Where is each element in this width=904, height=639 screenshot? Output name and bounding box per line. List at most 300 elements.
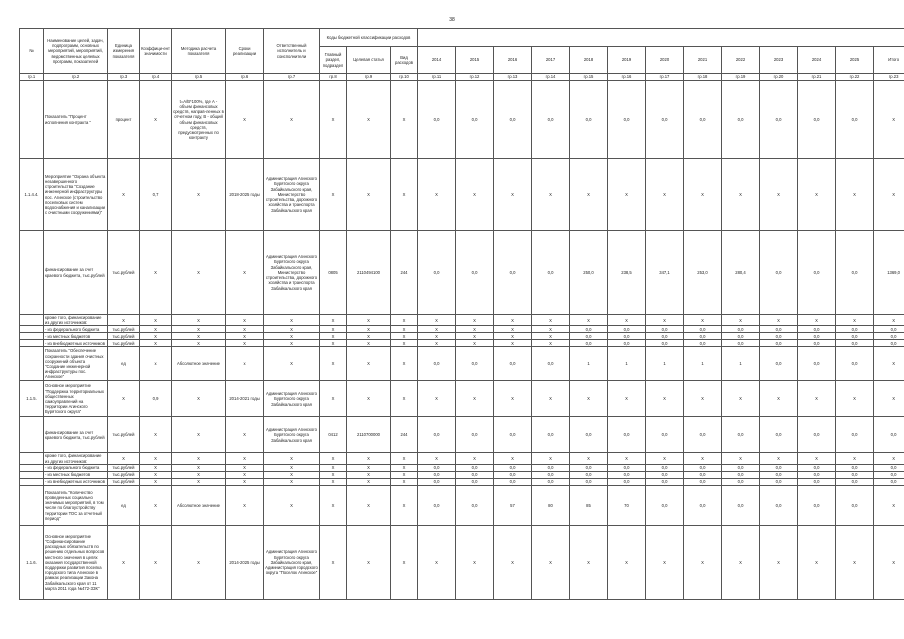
table-cell: Х [347,347,391,381]
table-cell: Х [108,159,140,231]
column-number-cell: гр.9 [347,74,391,81]
column-number-cell: гр.3 [108,74,140,81]
table-cell: Х [391,333,418,340]
table-cell: Х [532,381,570,417]
table-cell: тыс.рублей [108,478,140,485]
table-cell: 0,0 [874,326,904,333]
row-name-cell: кроме того, финансирование из других источников: [44,453,108,464]
table-cell: Х [722,315,760,326]
table-cell: тыс.рублей [108,417,140,453]
table-row [20,525,904,599]
table-cell: ед [108,485,140,525]
table-cell: х [226,347,264,381]
table-cell: Х [347,381,391,417]
table-row [20,453,904,464]
header-year-2023: 2023 [760,47,798,74]
row-number-cell [20,333,44,340]
table-cell: Х [264,315,320,326]
table-cell: 244 [391,417,418,453]
table-cell: 0,0 [646,340,684,347]
table-row [20,340,904,347]
table-cell: Х [391,347,418,381]
row-name-cell: финансирование за счет краевого бюджета, тыс.рублей [44,417,108,453]
table-cell: 2014-2021 годы [226,381,264,417]
row-number-cell: 1.1.4.4. [20,159,44,231]
table-cell: Х [140,478,172,485]
row-number-cell [20,81,44,159]
table-cell: 0,0 [532,471,570,478]
table-cell: Х [836,525,874,599]
column-number-cell: гр.13 [494,74,532,81]
table-cell: 0,0 [608,417,646,453]
table-cell: 0,0 [646,81,684,159]
row-number-cell [20,485,44,525]
table-cell: Х [494,525,532,599]
table-cell: Х [264,326,320,333]
table-cell: 0,0 [418,471,456,478]
row-name-cell: - из местных бюджетов [44,333,108,340]
table-cell: 0,0 [760,464,798,471]
table-cell: 0,0 [874,340,904,347]
table-cell: Х [320,159,347,231]
table-cell: 238,5 [608,231,646,315]
table-cell: 0,0 [836,340,874,347]
table-cell: Х [172,453,226,464]
table-cell: 0,0 [798,485,836,525]
table-cell: Х [140,464,172,471]
column-numbers-row [20,74,904,81]
header-year-2025: 2025 [836,47,874,74]
table-cell: Х [874,381,904,417]
table-cell: 0,0 [608,81,646,159]
table-cell: 0,0 [760,333,798,340]
table-cell: Абсолютное значение [172,485,226,525]
row-name-cell: финансирование за счет краевого бюджета, тыс.рублей [44,231,108,315]
table-cell: ед [108,347,140,381]
table-cell: 250,0 [570,231,608,315]
table-cell: 0,0 [798,417,836,453]
table-cell: 0,0 [836,485,874,525]
column-number-cell: гр.23 [874,74,904,81]
row-name-cell: Показатель "Процент исполнения контракта " [44,81,108,159]
table-cell: 0,0 [760,347,798,381]
table-cell: Х [347,340,391,347]
table-cell: 0,0 [798,340,836,347]
header-year-2018: 2018 [570,47,608,74]
column-number-cell: гр.12 [456,74,494,81]
table-cell: 0,0 [418,347,456,381]
table-cell: 0,0 [494,464,532,471]
table-cell: 0,0 [684,464,722,471]
table-cell: Х [108,315,140,326]
table-cell: х [140,347,172,381]
table-cell: Х [108,453,140,464]
table-cell: 0,0 [760,485,798,525]
table-cell: 0,0 [760,326,798,333]
table-cell: 0,0 [646,326,684,333]
table-cell: 0,0 [836,326,874,333]
table-cell: Администрация Агинского Бурятского округа Забайкальского края [264,381,320,417]
table-cell: Х [391,464,418,471]
table-cell: Х [456,333,494,340]
table-cell: 0,0 [418,417,456,453]
table-cell: Х [608,525,646,599]
table-cell: Х [264,478,320,485]
table-cell: 2110494100 [347,231,391,315]
table-cell: 0,0 [722,333,760,340]
column-number-cell: гр.16 [608,74,646,81]
table-cell: 0,0 [494,471,532,478]
table-cell: 0,0 [760,231,798,315]
table-cell: 0,0 [570,464,608,471]
table-cell: Х [140,326,172,333]
table-cell: 0,0 [722,471,760,478]
table-cell: Х [226,464,264,471]
table-cell: Х [226,485,264,525]
column-number-cell: гр.21 [798,74,836,81]
column-number-cell: гр.1 [20,74,44,81]
table-cell: Х [391,340,418,347]
table-cell: 0,0 [646,471,684,478]
table-cell: Х [172,326,226,333]
table-cell: Х [456,525,494,599]
table-cell: 0,0 [456,417,494,453]
table-cell: Х [874,485,904,525]
table-cell: 0,0 [418,478,456,485]
table-cell: 85 [570,485,608,525]
table-cell: Х [456,315,494,326]
row-name-cell: Показатель "Количество проведенных социально значимых мероприятий, в том числе по благоустройству территории ТОС за отчетный период" [44,485,108,525]
table-cell: Х [226,315,264,326]
table-cell: Х [391,381,418,417]
column-number-cell: гр.15 [570,74,608,81]
table-cell: Х [684,381,722,417]
table-cell: t=A/B*100%, где А - объем финансовых средств, направ-ленных в отчетном году, В - общий объем финансовых средств, предусмотренных по контракту [172,81,226,159]
header-budget-codes: Коды бюджетной классификации расходов [320,29,418,47]
table-cell: Х [456,159,494,231]
table-cell: Х [836,453,874,464]
table-cell: Х [391,525,418,599]
table-cell: тыс.рублей [108,471,140,478]
column-number-cell: гр.19 [722,74,760,81]
table-cell: Х [226,417,264,453]
table-cell: Х [608,159,646,231]
table-cell: 0,0 [532,347,570,381]
table-cell: Х [140,315,172,326]
table-cell: Х [722,453,760,464]
table-cell: 0,0 [874,417,904,453]
table-cell: Х [798,381,836,417]
table-cell: 0,0 [684,417,722,453]
table-cell: Х [494,381,532,417]
table-row [20,381,904,417]
table-cell: 0,0 [494,231,532,315]
table-cell: 0,0 [760,478,798,485]
table-cell: Х [646,315,684,326]
table-cell: Х [226,231,264,315]
table-cell: 0,0 [418,485,456,525]
table-cell: 0,0 [836,478,874,485]
table-cell: Х [172,525,226,599]
table-cell: Х [722,525,760,599]
table-cell: Х [347,315,391,326]
table-cell: 0,0 [494,81,532,159]
table-cell: Х [874,525,904,599]
table-cell: 0,0 [456,471,494,478]
table-cell: Х [391,453,418,464]
row-number-cell [20,478,44,485]
table-cell: 0,0 [798,326,836,333]
table-cell: Х [226,333,264,340]
header-year-2021: 2021 [684,47,722,74]
table-cell: Х [456,381,494,417]
table-cell: Х [108,381,140,417]
column-number-cell: гр.4 [140,74,172,81]
table-cell: 0,0 [722,417,760,453]
table-cell: Х [320,464,347,471]
table-cell: Х [760,381,798,417]
table-cell: Х [264,464,320,471]
header-year-2014: 2014 [418,47,456,74]
table-cell: Х [347,485,391,525]
table-cell: Х [226,471,264,478]
row-number-cell [20,471,44,478]
table-cell: Х [494,340,532,347]
table-cell: Х [391,485,418,525]
table-row [20,326,904,333]
header-name: Наименование целей, задач, подпрограмм, основных мероприятий, мероприятий, ведомственных целевых программ, показателей [44,29,108,74]
table-cell: 2018-2025 годы [226,159,264,231]
table-cell: 0,0 [608,464,646,471]
header-year-2019: 2019 [608,47,646,74]
table-cell: Х [874,81,904,159]
table-cell: 0,0 [608,333,646,340]
table-cell: 0,0 [874,333,904,340]
table-cell: Х [646,525,684,599]
table-cell: Х [798,525,836,599]
table-cell: Х [684,159,722,231]
table-row [20,347,904,381]
table-cell: 0,0 [722,81,760,159]
table-cell: 0,0 [646,478,684,485]
table-cell: Х [320,453,347,464]
table-cell: тыс.рублей [108,340,140,347]
table-cell: Х [608,381,646,417]
table-cell: Х [836,381,874,417]
table-cell: Х [347,326,391,333]
table-cell: 1 [722,347,760,381]
header-coefficient: Коэффици-ент значимости [140,29,172,74]
table-cell: Х [264,471,320,478]
table-cell: 0,9 [140,381,172,417]
table-row [20,231,904,315]
table-cell: 0,0 [456,464,494,471]
table-cell: Х [798,315,836,326]
table-cell: 0,0 [646,464,684,471]
table-cell: Х [140,471,172,478]
table-cell: Х [140,333,172,340]
table-cell: Х [140,231,172,315]
table-cell: Х [320,326,347,333]
table-cell: 1 [608,347,646,381]
table-cell: Х [570,315,608,326]
table-cell: 0,0 [456,478,494,485]
table-cell: Х [760,315,798,326]
table-cell: 0,0 [684,485,722,525]
table-row [20,464,904,471]
table-cell: 0,0 [836,417,874,453]
row-number-cell: 1.1.6. [20,525,44,599]
table-cell: Х [172,471,226,478]
table-cell: Х [347,478,391,485]
row-name-cell: - из внебюджетных источников [44,340,108,347]
header-term: Сроки реализации [226,29,264,74]
table-cell: Абсолютное значение [172,347,226,381]
table-cell: 0,0 [760,81,798,159]
header-year-2016: 2016 [494,47,532,74]
table-cell: Х [570,381,608,417]
table-cell: Х [140,485,172,525]
row-name-cell: - из федерального бюджета [44,464,108,471]
table-cell: Х [532,159,570,231]
header-method: Методика расчета показателя [172,29,226,74]
table-cell: 0,0 [798,231,836,315]
table-cell: 0,0 [798,464,836,471]
table-cell: 0,0 [722,478,760,485]
column-number-cell: гр.8 [320,74,347,81]
table-row [20,417,904,453]
table-cell: 0,0 [646,333,684,340]
table-cell: Х [532,333,570,340]
table-cell: 0,0 [684,471,722,478]
table-cell: Х [684,315,722,326]
table-cell: тыс.рублей [108,231,140,315]
table-cell: Х [798,159,836,231]
table-cell: 0,0 [722,485,760,525]
table-cell: 0,0 [494,347,532,381]
table-cell: 0,0 [798,478,836,485]
table-cell: 0,0 [494,478,532,485]
table-cell: Х [264,81,320,159]
table-cell: Х [836,159,874,231]
row-name-cell: Показатель "Обеспечение сохранности здания очистных сооружений объекта "Создание инженерной инфраструктуры пос. Агинское" [44,347,108,381]
table-cell: 0,0 [684,326,722,333]
table-cell: 0,0 [456,231,494,315]
table-cell: Х [798,453,836,464]
table-cell: Х [391,478,418,485]
table-cell: Администрация Агинского Бурятского округа Забайкальского края [264,417,320,453]
table-cell: 0,0 [836,464,874,471]
table-cell: Х [570,525,608,599]
table-cell: 0,0 [646,485,684,525]
table-cell: Х [646,453,684,464]
table-cell: Х [226,340,264,347]
table-cell: 0,0 [418,81,456,159]
table-cell: Х [391,471,418,478]
table-cell: Х [172,333,226,340]
table-cell: Х [226,478,264,485]
table-cell: 0,0 [456,81,494,159]
table-cell: 0,0 [760,471,798,478]
table-cell: 0,0 [836,471,874,478]
header-total: Итого [874,47,904,74]
table-cell: Х [391,315,418,326]
table-cell: 0,0 [684,81,722,159]
header-no: № [20,29,44,74]
table-cell: 57 [494,485,532,525]
table-cell: 2110700000 [347,417,391,453]
table-cell: Х [722,159,760,231]
table-cell: Х [108,525,140,599]
table-cell: 0,0 [684,478,722,485]
table-cell: Х [320,347,347,381]
table-cell: Х [347,525,391,599]
table-cell: Х [608,315,646,326]
table-cell: 0,0 [608,471,646,478]
table-cell: 0,0 [570,417,608,453]
row-number-cell: 1.1.5. [20,381,44,417]
table-cell: 0,0 [874,478,904,485]
row-number-cell [20,231,44,315]
table-cell: Х [418,326,456,333]
row-number-cell [20,453,44,464]
table-cell: Х [264,347,320,381]
table-cell: 280,4 [722,231,760,315]
row-number-cell [20,340,44,347]
table-cell: Х [494,326,532,333]
table-cell: Х [172,381,226,417]
table-cell: Х [320,333,347,340]
table-cell: 0,0 [532,231,570,315]
table-cell: 0,0 [570,471,608,478]
table-cell: Х [172,315,226,326]
column-number-cell: гр.11 [418,74,456,81]
column-number-cell: гр.14 [532,74,570,81]
header-target-article: Целевая статья [347,47,391,74]
row-number-cell [20,347,44,381]
table-cell: Х [320,485,347,525]
table-cell: Х [320,478,347,485]
table-cell: Х [532,525,570,599]
column-number-cell: гр.22 [836,74,874,81]
table-cell: Х [570,159,608,231]
table-cell: 0,0 [608,326,646,333]
row-name-cell: - из федерального бюджета [44,326,108,333]
table-cell: Х [418,453,456,464]
table-cell: 0,0 [684,333,722,340]
header-unit: Единица измерения показателя [108,29,140,74]
table-cell: Х [172,231,226,315]
table-cell: 0,0 [570,478,608,485]
column-number-cell: гр.17 [646,74,684,81]
table-cell: Администрация Агинского Бурятского округа Забайкальского края, Администрация городского округа "Поселок Агинское" [264,525,320,599]
table-cell: Х [226,326,264,333]
header-year-2024: 2024 [798,47,836,74]
table-cell: 0,0 [722,340,760,347]
table-cell: Х [418,525,456,599]
table-cell: Х [874,347,904,381]
table-cell: 0,0 [760,340,798,347]
table-cell: 0,0 [570,81,608,159]
column-number-cell: гр.6 [226,74,264,81]
table-cell: Х [320,340,347,347]
table-cell: 0,0 [836,347,874,381]
table-cell: 0,0 [684,340,722,347]
table-cell: 0,0 [798,471,836,478]
table-cell: Х [347,159,391,231]
row-name-cell: - из внебюджетных источников [44,478,108,485]
table-cell: 70 [608,485,646,525]
